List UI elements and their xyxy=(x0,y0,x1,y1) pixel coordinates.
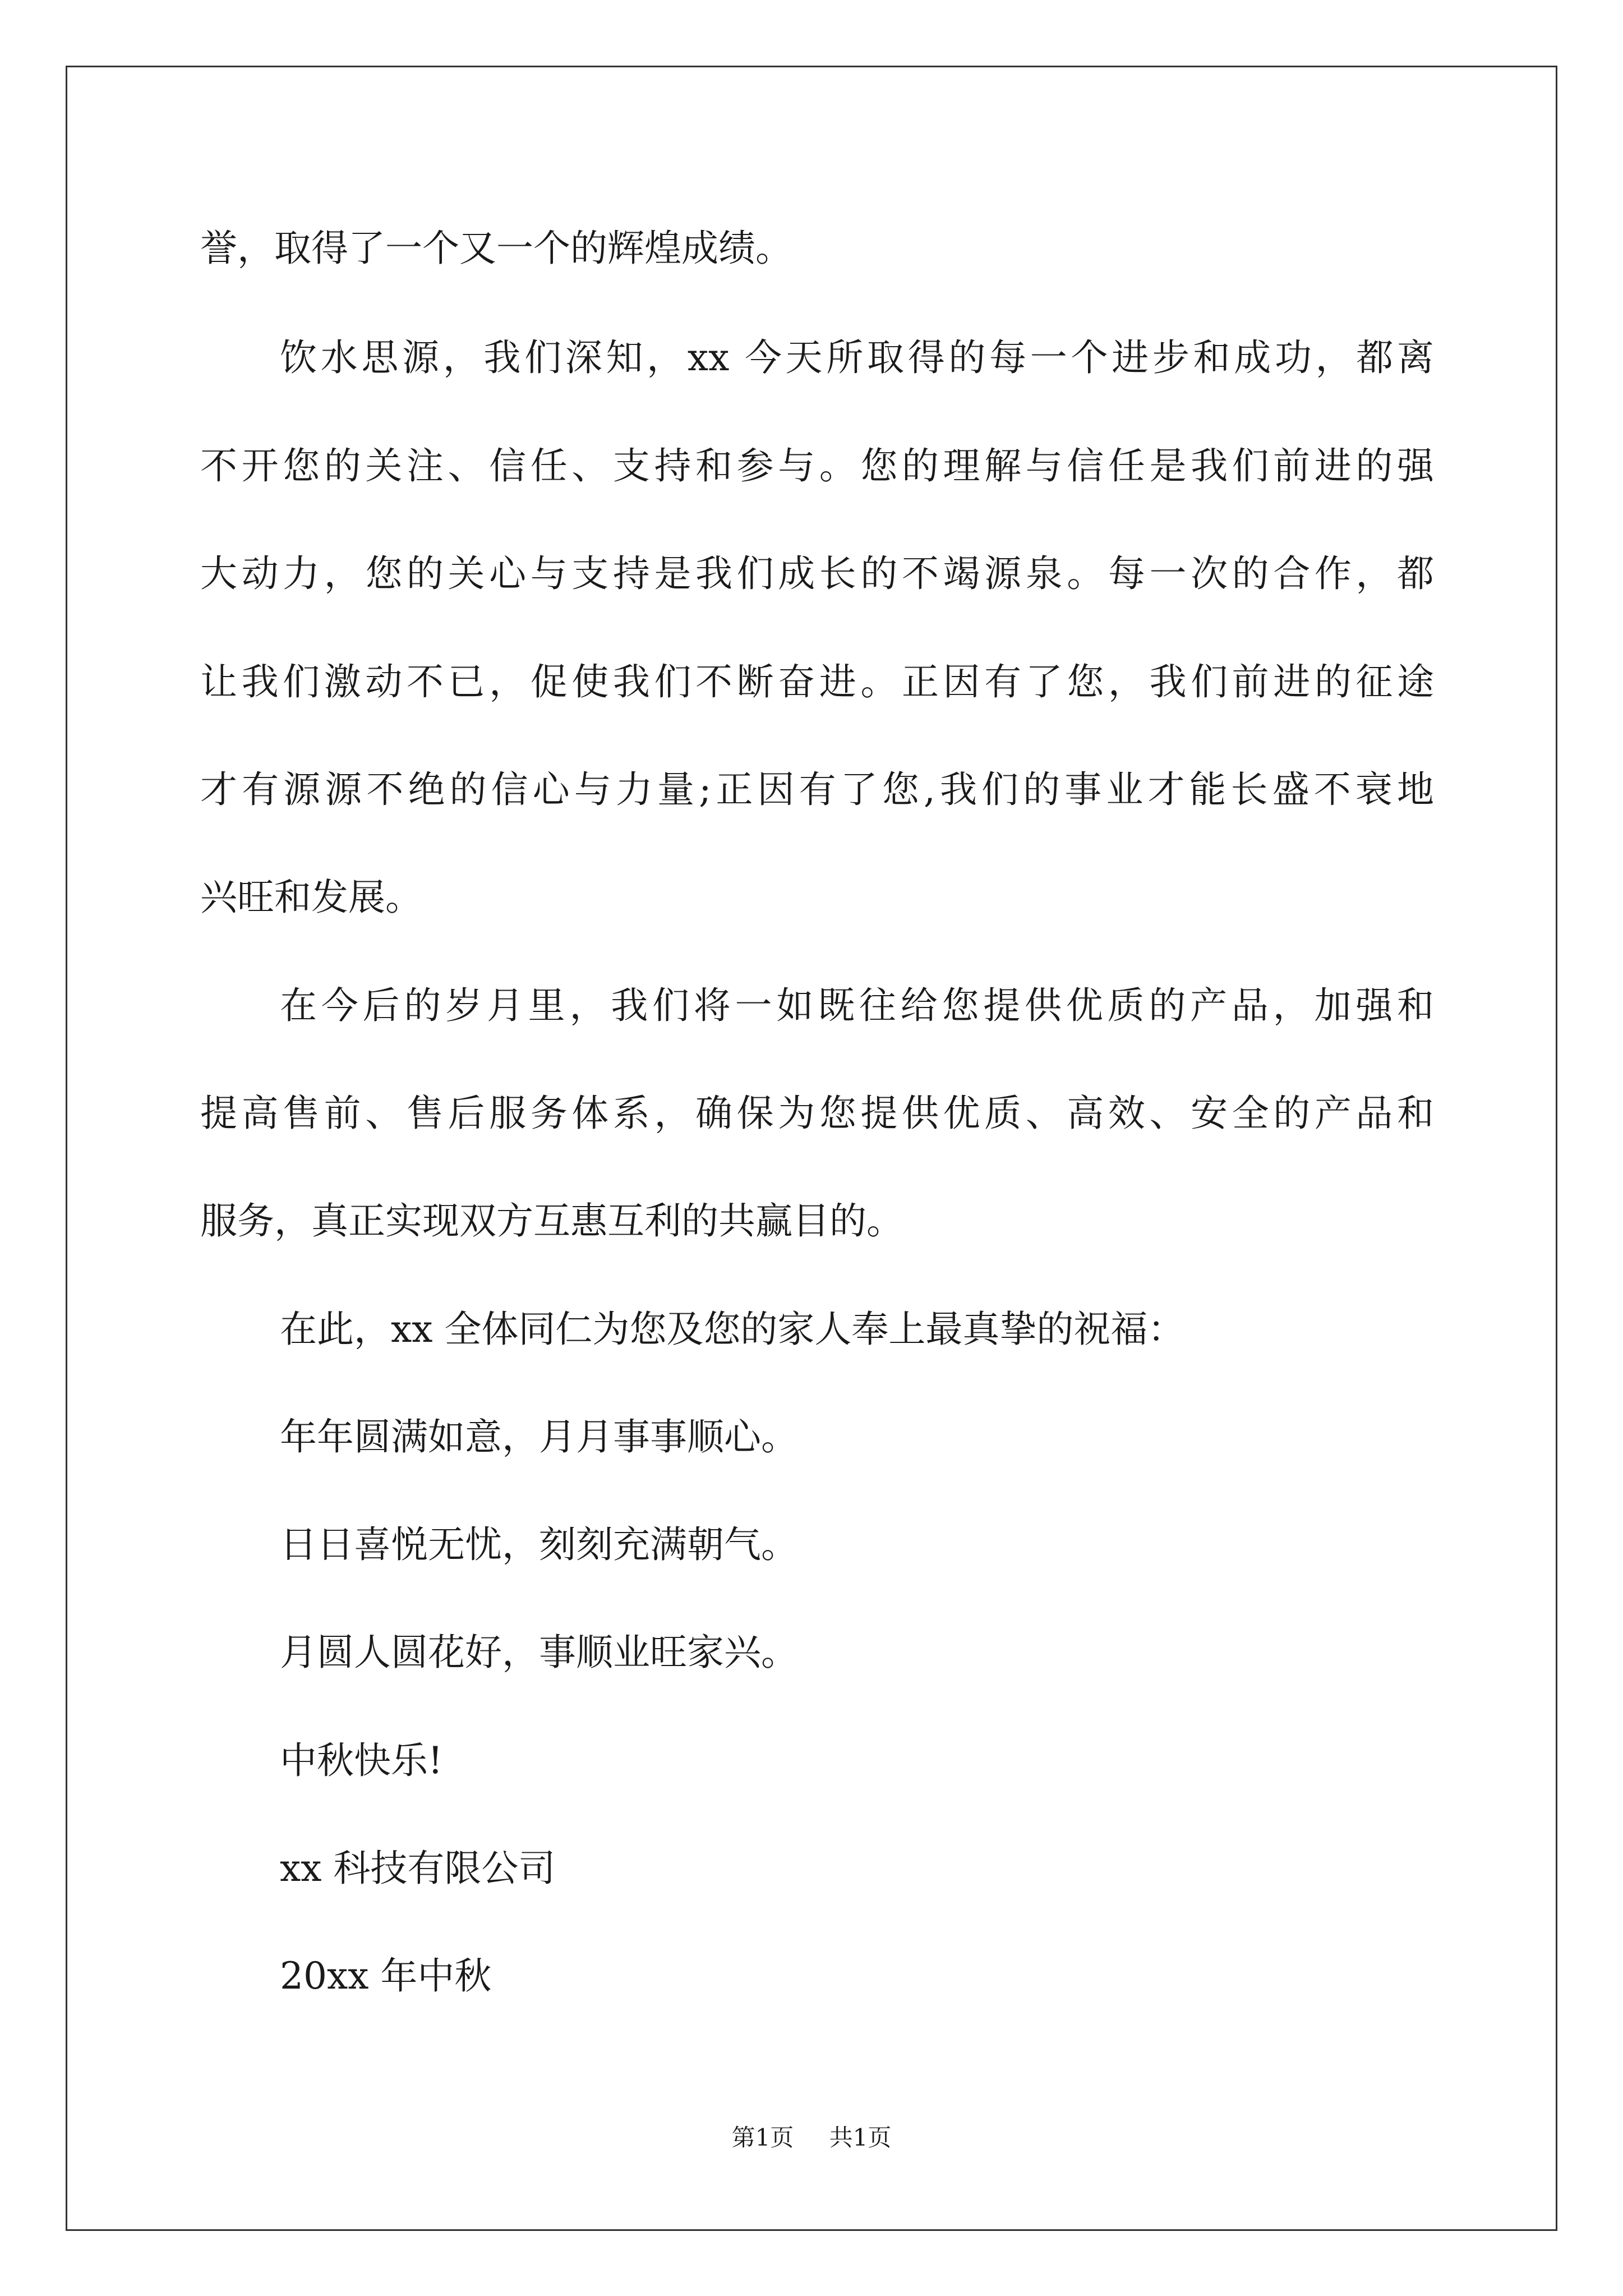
blessing-line: 日日喜悦无忧，刻刻充满朝气。 xyxy=(280,1523,798,1566)
text-line: 誉，取得了一个又一个的辉煌成绩。 xyxy=(200,227,792,270)
blessing-line: 年年圆满如意，月月事事顺心。 xyxy=(280,1415,798,1458)
paragraph-start-line: 饮水思源，我们深知，xx 今天所取得的每一个进步和成功，都离 xyxy=(280,336,1434,379)
greeting-line: 中秋快乐! xyxy=(280,1739,443,1782)
text-line: 让我们激动不已，促使我们不断奋进。正因有了您，我们前进的征途 xyxy=(200,660,1434,703)
signature-company: xx 科技有限公司 xyxy=(280,1847,556,1890)
blessing-line: 月圆人圆花好，事顺业旺家兴。 xyxy=(280,1631,798,1674)
paragraph-start-line: 在今后的岁月里，我们将一如既往给您提供优质的产品，加强和 xyxy=(280,984,1434,1027)
text-line: 兴旺和发展。 xyxy=(200,876,422,919)
text-line: 才有源源不绝的信心与力量;正因有了您,我们的事业才能长盛不衰地 xyxy=(200,768,1434,811)
text-line: 大动力，您的关心与支持是我们成长的不竭源泉。每一次的合作，都 xyxy=(200,552,1434,595)
signature-date: 20xx 年中秋 xyxy=(280,1954,492,1998)
page-border xyxy=(66,66,1557,2231)
page-number-current: 第1页 xyxy=(731,2124,794,2151)
page-number-total: 共1页 xyxy=(829,2124,892,2151)
text-line: 服务，真正实现双方互惠互利的共赢目的。 xyxy=(200,1199,903,1243)
text-line: 不开您的关注、信任、支持和参与。您的理解与信任是我们前进的强 xyxy=(200,444,1434,487)
text-line: 提高售前、售后服务体系，确保为您提供优质、高效、安全的产品和 xyxy=(200,1092,1434,1135)
paragraph-start-line: 在此，xx 全体同仁为您及您的家人奉上最真挚的祝福： xyxy=(280,1308,1185,1351)
page-footer xyxy=(0,2126,1623,2150)
